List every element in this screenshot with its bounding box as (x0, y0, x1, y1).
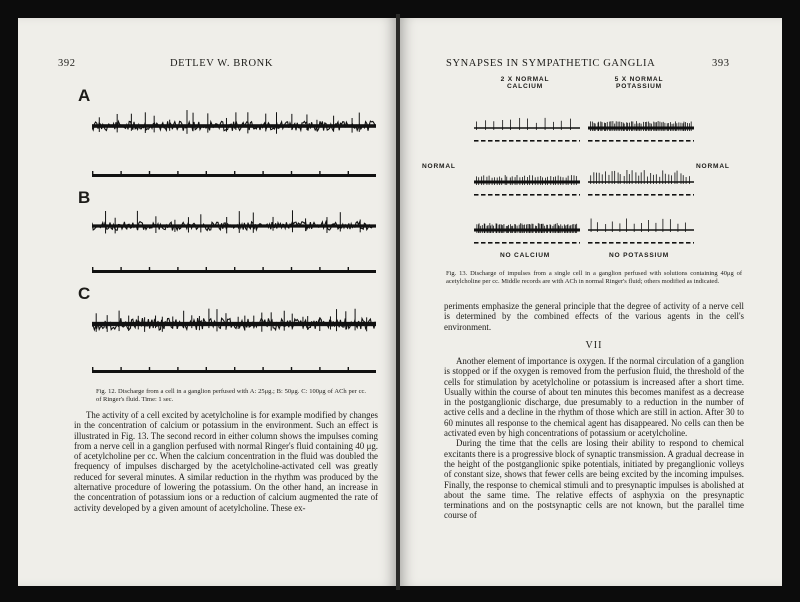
time-marker-tick (206, 267, 207, 270)
time-marker-dash (509, 242, 514, 244)
time-marker-dash (530, 194, 535, 196)
time-marker-dash (516, 242, 521, 244)
nerve-discharge-trace-b (92, 206, 376, 282)
time-marker-tick (149, 267, 150, 270)
time-marker-dash (679, 194, 684, 196)
time-marker-dash (679, 242, 684, 244)
time-marker-tick (92, 171, 93, 174)
time-marker-dash (651, 140, 656, 142)
time-marker-dash (658, 194, 663, 196)
time-marker-dash (686, 140, 691, 142)
time-marker-dash (565, 242, 570, 244)
time-marker-tick (149, 171, 150, 174)
time-marker-dash (516, 140, 521, 142)
time-marker-dash (565, 194, 570, 196)
time-marker-dash (686, 242, 691, 244)
continued-paragraph: periments emphasize the general principle that the degree of activity of a nerve cell is determined by the combined effects of the various agents in the cell's environment. (444, 301, 744, 332)
time-marker-dash (679, 140, 684, 142)
time-marker-dash (693, 194, 694, 196)
time-marker-dash (502, 194, 507, 196)
time-marker-dash (595, 194, 600, 196)
figure-label-calcium-high (480, 76, 570, 90)
time-marker-dash (530, 242, 535, 244)
figure-12-caption: Fig. 12. Discharge from a cell in a ganglion perfused with A: 25μg.; B: 50μg. C: 100μg of ACh per cc. of Ringer's fluid. Time: 1 sec. (96, 388, 366, 403)
figure-label-potassium-high (594, 76, 684, 90)
time-marker-dash (558, 194, 563, 196)
time-marker-dash (616, 140, 621, 142)
time-marker-dash (644, 242, 649, 244)
label-normal-right: NORMAL (696, 163, 730, 170)
nerve-discharge-trace-c (92, 304, 376, 382)
page-number-right: 393 (712, 58, 730, 69)
time-marker-dash (602, 242, 607, 244)
time-marker-dash (509, 140, 514, 142)
time-marker-dash (616, 194, 621, 196)
time-marker-dash (637, 242, 642, 244)
panel-label-b: B (78, 188, 91, 207)
time-marker-bar (92, 370, 376, 373)
label-no-calcium: NO CALCIUM (499, 252, 551, 259)
time-marker-dash (630, 242, 635, 244)
time-marker-dash (630, 140, 635, 142)
record-trace-b (92, 206, 376, 282)
time-marker-dash (672, 242, 677, 244)
time-marker-dash (609, 242, 614, 244)
time-marker-dash (481, 194, 486, 196)
time-marker-dash (516, 194, 521, 196)
time-marker-dash (579, 242, 580, 244)
time-marker-dash (537, 140, 542, 142)
time-marker-dash (558, 242, 563, 244)
time-marker-bar (92, 270, 376, 273)
record-trace-c (92, 304, 376, 382)
left-body-text (74, 410, 378, 513)
figure-13-caption: Fig. 13. Discharge of impulses from a single cell in a ganglion perfused with solutions containing 40μg of acetylcholine per cc. Middle records are with ACh in normal Ringer's fluid; others modified as indicated. (446, 270, 742, 285)
time-marker-dash (595, 140, 600, 142)
time-marker-dash (672, 140, 677, 142)
time-marker-tick (206, 367, 207, 370)
time-marker-tick (291, 267, 292, 270)
time-marker-dash (572, 242, 577, 244)
time-marker-dash (579, 140, 580, 142)
oxygen-paragraph: Another element of importance is oxygen. If the normal circulation of a ganglion is stopped or if the oxygen is removed from the perfusion fluid, the threshold of the cells for stimulation by acetylcholine or potassium is increased after a short time. Usually within the course of about ten minutes this becomes manifest as a decrease in the postganglionic discharge, due presumably to a reduction in the number of active cells and a decline in the rhythm of those which are still in action. After 30 to 60 minutes all response to the chemical agent has disappeared. No cells can then be activated even by high concentrations of potassium or acetylcholine. (444, 356, 744, 439)
time-marker-tick (319, 171, 320, 174)
label-line: 5 X NORMAL (614, 76, 664, 83)
trace-band (92, 224, 376, 227)
time-marker-dash (609, 140, 614, 142)
time-marker-tick (92, 267, 93, 270)
panel-label-a: A (78, 86, 91, 105)
time-marker-dash (651, 194, 656, 196)
time-marker-dash (602, 194, 607, 196)
time-marker-dash (672, 194, 677, 196)
panel-label-c: C (78, 284, 91, 303)
time-marker-tick (234, 171, 235, 174)
trace-2x-calcium (474, 106, 580, 154)
time-marker-tick (319, 367, 320, 370)
time-marker-dash (616, 242, 621, 244)
time-marker-dash (588, 242, 593, 244)
time-marker-tick (348, 171, 349, 174)
time-marker-tick (177, 171, 178, 174)
time-marker-dash (474, 194, 479, 196)
time-marker-tick (319, 267, 320, 270)
time-marker-dash (665, 242, 670, 244)
time-marker-tick (177, 367, 178, 370)
time-marker-dash (623, 140, 628, 142)
time-marker-tick (291, 367, 292, 370)
time-marker-dash (693, 140, 694, 142)
time-marker-tick (206, 171, 207, 174)
time-marker-dash (481, 140, 486, 142)
time-marker-dash (558, 140, 563, 142)
time-marker-tick (262, 171, 263, 174)
time-marker-tick (234, 367, 235, 370)
time-marker-dash (523, 140, 528, 142)
section-heading-vii: VII (585, 340, 603, 351)
time-marker-dash (658, 242, 663, 244)
time-marker-dash (572, 140, 577, 142)
time-marker-tick (177, 267, 178, 270)
time-marker-dash (481, 242, 486, 244)
time-marker-dash (537, 194, 542, 196)
time-marker-dash (551, 242, 556, 244)
time-marker-dash (658, 140, 663, 142)
time-marker-dash (637, 140, 642, 142)
time-marker-dash (644, 140, 649, 142)
time-marker-dash (544, 140, 549, 142)
time-marker-dash (651, 242, 656, 244)
time-marker-dash (551, 194, 556, 196)
time-marker-dash (523, 242, 528, 244)
time-marker-tick (262, 367, 263, 370)
time-marker-tick (149, 367, 150, 370)
time-marker-dash (579, 194, 580, 196)
time-marker-dash (630, 194, 635, 196)
time-marker-dash (665, 194, 670, 196)
time-marker-dash (530, 140, 535, 142)
time-marker-dash (488, 242, 493, 244)
trace-no-potassium (588, 208, 694, 250)
label-line: 2 X NORMAL (500, 76, 550, 83)
time-marker-dash (488, 194, 493, 196)
time-marker-tick (92, 367, 93, 370)
time-marker-dash (572, 194, 577, 196)
time-marker-dash (495, 140, 500, 142)
time-marker-dash (488, 140, 493, 142)
right-body-text (444, 356, 744, 521)
time-marker-dash (523, 194, 528, 196)
left-page (18, 18, 396, 586)
right-body-text-top (444, 301, 744, 332)
running-head-left: DETLEV W. BRONK (170, 58, 274, 69)
time-marker-dash (495, 194, 500, 196)
nerve-discharge-trace-a (92, 106, 376, 186)
right-page (400, 18, 782, 586)
time-marker-dash (565, 140, 570, 142)
trace-band (92, 322, 376, 326)
time-marker-dash (693, 242, 694, 244)
time-marker-dash (474, 140, 479, 142)
record-trace-a (92, 106, 376, 186)
time-marker-dash (544, 194, 549, 196)
time-marker-tick (120, 267, 121, 270)
time-marker-dash (551, 140, 556, 142)
time-marker-dash (509, 194, 514, 196)
time-marker-tick (120, 171, 121, 174)
trace-5x-potassium (588, 106, 694, 154)
time-marker-dash (544, 242, 549, 244)
time-marker-dash (588, 194, 593, 196)
label-line: POTASSIUM (616, 83, 662, 90)
time-marker-tick (348, 367, 349, 370)
time-marker-bar (92, 174, 376, 177)
time-marker-tick (234, 267, 235, 270)
label-no-potassium: NO POTASSIUM (608, 252, 670, 259)
time-marker-dash (502, 140, 507, 142)
time-marker-dash (502, 242, 507, 244)
time-marker-tick (291, 171, 292, 174)
time-marker-dash (588, 140, 593, 142)
time-marker-dash (495, 242, 500, 244)
label-normal-left: NORMAL (422, 163, 456, 170)
trace-normal-right (588, 156, 694, 208)
time-marker-dash (686, 194, 691, 196)
time-marker-tick (262, 267, 263, 270)
synaptic-block-paragraph: During the time that the cells are losing their ability to respond to chemical excitants there is a progressive block of synaptic transmission. A gradual decrease in the height of the postganglionic spike potentials, initiated by preganglionic volleys of constant size, shows that fewer cells are being excited by the incoming impulses. Finally, the response to chemical stimuli and to presynaptic impulses is abolished at about the same time. The relative effects of asphyxia on the presynaptic terminations and on the postsynaptic cells are not known, but the parallel time course of (444, 438, 744, 521)
time-marker-dash (623, 242, 628, 244)
time-marker-dash (665, 140, 670, 142)
left-paragraph: The activity of a cell excited by acetylcholine is for example modified by changes in the concentration of calcium or potassium in the environment. Such an effect is illustrated in Fig. 13. The second record in either column shows the impulses coming from a nerve cell in a ganglion perfused with normal Ringer's fluid containing 40 μg. of acetylcholine per cc. When the calcium concentration in the fluid was doubled the frequency of impulses discharged by the acetylcholine-activated cell was greatly reduced for several minutes. A similar reduction in the rhythm was produced by the alternative procedure of lowering the potassium. On the other hand, an increase in the concentration of potassium ions or a reduction of calcium augmented the rate of activity developed by a given amount of acetylcholine. These ex- (74, 410, 378, 513)
time-marker-dash (602, 140, 607, 142)
trace-normal-left (474, 156, 580, 208)
time-marker-tick (348, 267, 349, 270)
time-marker-dash (637, 194, 642, 196)
label-line: CALCIUM (507, 83, 543, 90)
page-number-left: 392 (58, 58, 76, 69)
time-marker-dash (474, 242, 479, 244)
time-marker-dash (609, 194, 614, 196)
time-marker-dash (537, 242, 542, 244)
time-marker-dash (595, 242, 600, 244)
running-head-right: SYNAPSES IN SYMPATHETIC GANGLIA (446, 58, 656, 69)
time-marker-dash (644, 194, 649, 196)
time-marker-tick (120, 367, 121, 370)
time-marker-dash (623, 194, 628, 196)
trace-no-calcium (474, 208, 580, 250)
